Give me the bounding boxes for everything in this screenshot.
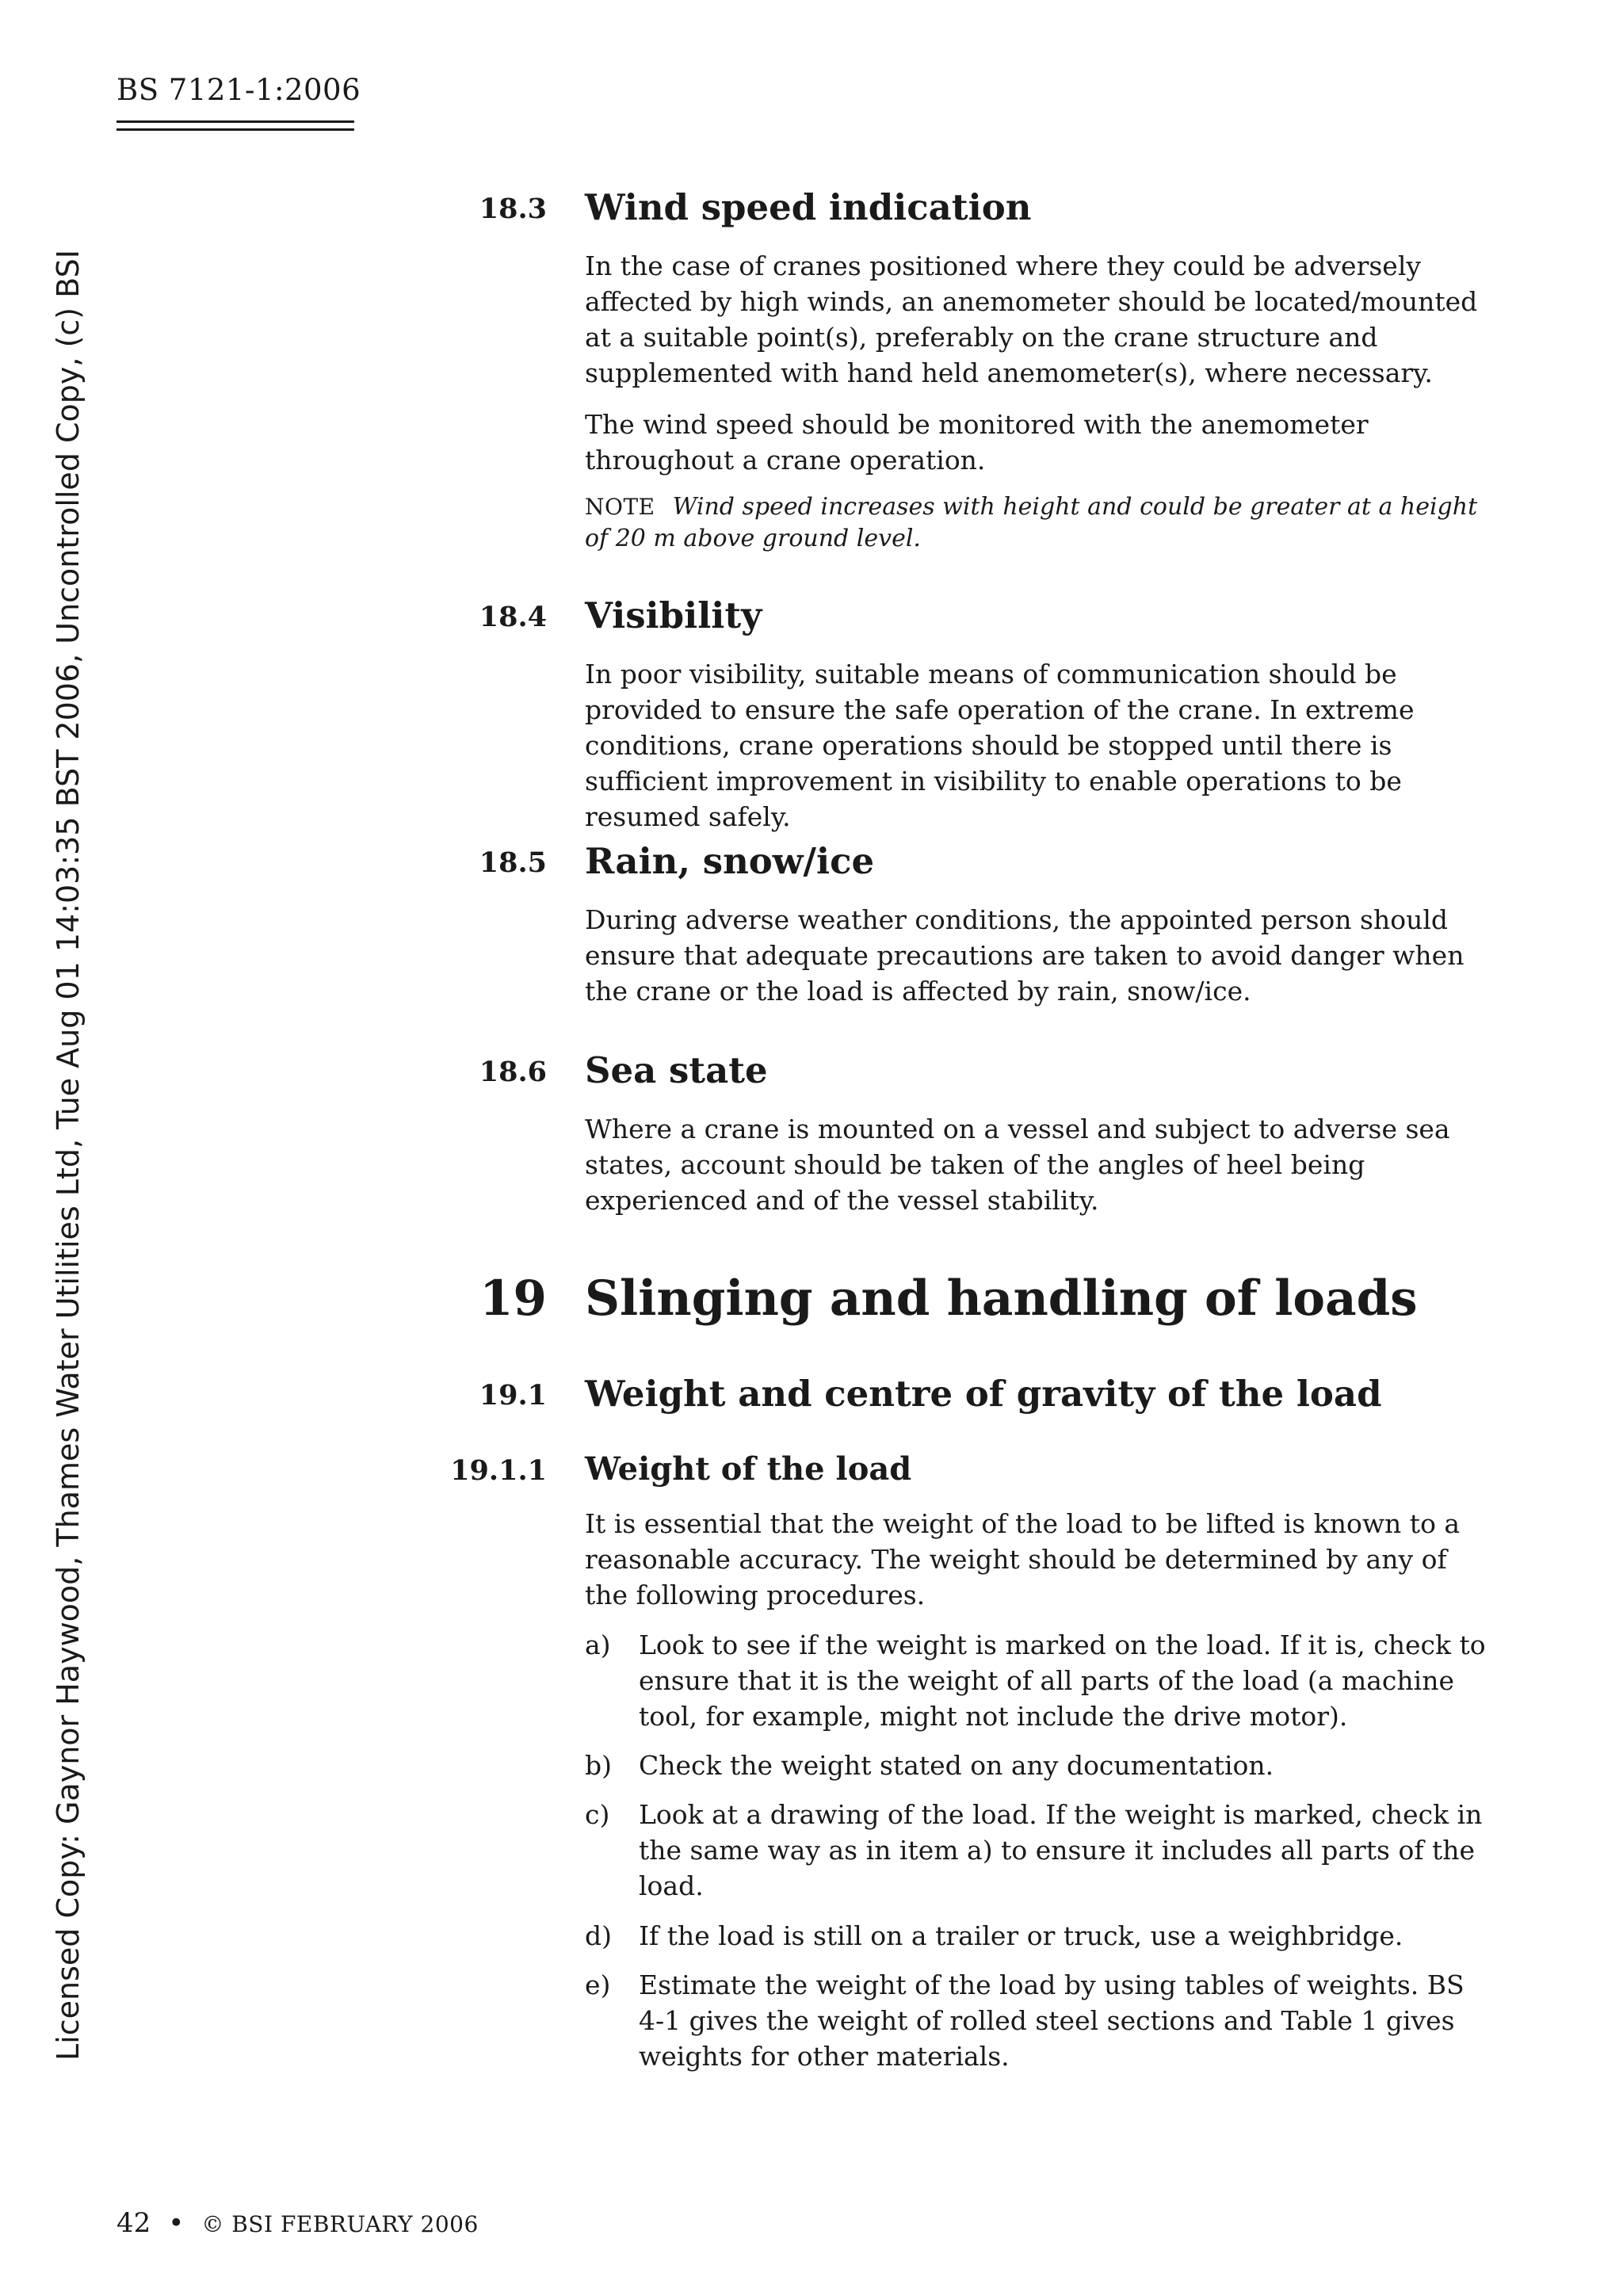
section-heading: Sea state [585,1049,768,1091]
section-heading: Visibility [585,594,762,636]
list-item-label: a) [585,1629,611,1660]
section-heading: Weight and centre of gravity of the load [585,1373,1382,1415]
list-item: If the load is still on a trailer or truck, use a weighbridge. [639,1920,1403,1951]
section-number: 19.1 [479,1379,547,1412]
paragraph: During adverse weather conditions, the appointed person should ensure that adequate precautions are taken to avoid danger when the crane or the load is affected by rain, snow/ice. [585,904,1465,1007]
list-item-label: c) [585,1799,610,1830]
list-item: Look at a drawing of the load. If the weight is marked, check in the same way as in item a) to ensure it includes all parts of the load. [639,1799,1483,1901]
list-item-label: e) [585,1969,611,2000]
chapter-number: 19 [479,1270,547,1327]
section-number: 18.6 [479,1056,547,1088]
copyright-notice: © BSI FEBRUARY 2006 [201,2211,479,2237]
license-text: Licensed Copy: Gaynor Haywood, Thames Water Utilities Ltd, Tue Aug 01 14:03:35 BST 2006, Uncontrolled Copy, (c) BSI [51,250,86,2061]
chapter-heading: Slinging and handling of loads [585,1270,1418,1327]
page-footer [116,2207,479,2239]
section-number: 18.3 [479,193,547,225]
section-heading: Wind speed indication [585,186,1032,228]
list-item-label: d) [585,1920,612,1951]
header-rule [116,120,354,123]
footer-bullet: • [168,2207,185,2239]
paragraph: It is essential that the weight of the load to be lifted is known to a reasonable accuracy. The weight should be determined by any of the following procedures. [585,1508,1461,1610]
section-number: 18.4 [479,601,547,633]
paragraph: In the case of cranes positioned where they could be adversely affected by high winds, an anemometer should be located/mounted at a suitable point(s), preferably on the crane structure and supplemented with hand held anemometer(s), where necessary. [585,250,1478,388]
paragraph: In poor visibility, suitable means of communication should be provided to ensure the safe operation of the crane. In extreme conditions, crane operations should be stopped until there is sufficient improvement in visibility to enable operations to be resumed safely. [585,659,1415,832]
paragraph: The wind speed should be monitored with the anemometer throughout a crane operation. [585,409,1369,476]
note [585,491,1488,555]
subsection-number: 19.1.1 [450,1454,547,1487]
note-text: Wind speed increases with height and could be greater at a height of 20 m above ground level. [585,493,1478,552]
document-reference: BS 7121-1:2006 [116,73,361,107]
list-item: Look to see if the weight is marked on the load. If it is, check to ensure that it is the weight of all parts of the load (a machine tool, for example, might not include the drive motor). [639,1629,1486,1732]
list-item-label: b) [585,1750,612,1781]
section-heading: Rain, snow/ice [585,840,875,882]
paragraph: Where a crane is mounted on a vessel and subject to adverse sea states, account should be taken of the angles of heel being experienced and of the vessel stability. [585,1114,1450,1216]
license-sidebar [0,0,86,2296]
list-item: Estimate the weight of the load by using tables of weights. BS 4-1 gives the weight of rolled steel sections and Table 1 gives weights for other materials. [639,1969,1465,2072]
header-rule [116,128,354,131]
list-item: Check the weight stated on any documentation. [639,1750,1274,1781]
subsection-heading: Weight of the load [585,1450,912,1488]
note-label: NOTE [585,494,655,520]
section-number: 18.5 [479,846,547,879]
page-number: 42 [116,2207,151,2239]
